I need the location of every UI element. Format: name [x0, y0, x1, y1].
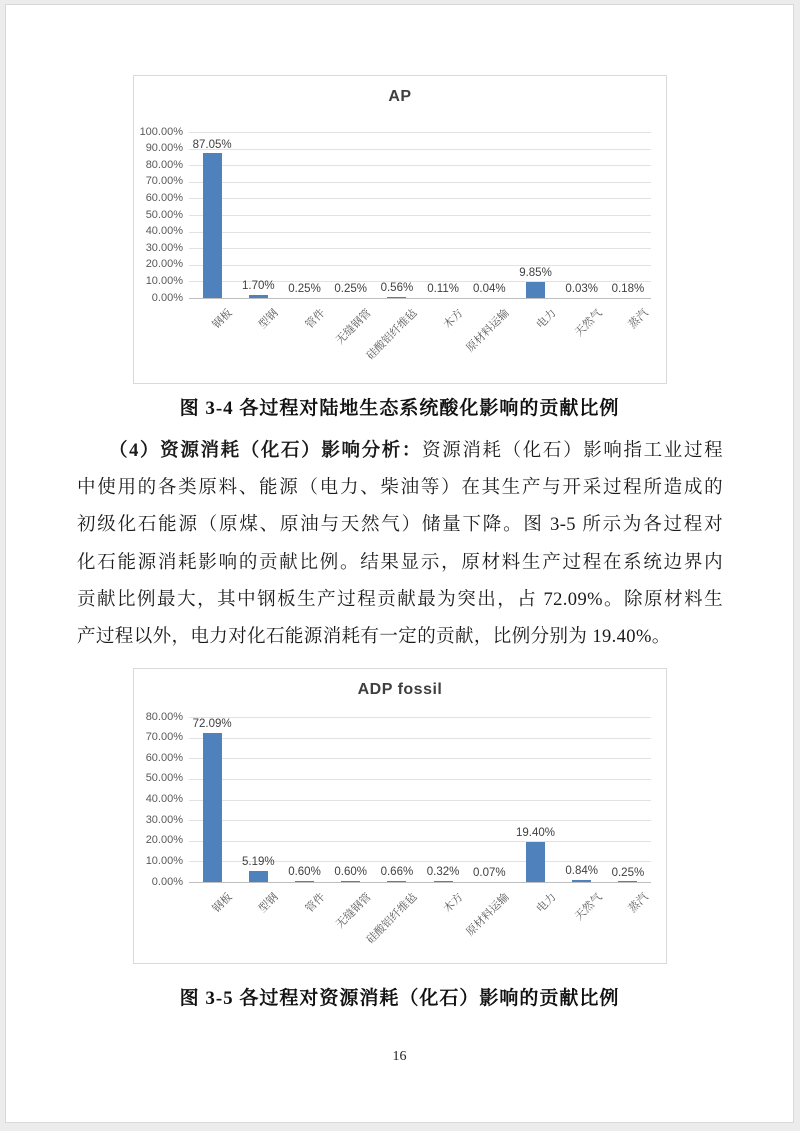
- gridline: [189, 717, 651, 718]
- gridline: [189, 820, 651, 821]
- bar-value-label: 72.09%: [192, 718, 232, 731]
- y-tick-label: 50.00%: [145, 772, 183, 785]
- y-tick-label: 20.00%: [145, 834, 183, 847]
- figure-3-5-caption: 图 3-5 各过程对资源消耗（化石）影响的贡献比例: [179, 988, 620, 1009]
- x-category-label-text: 无缝钢管: [333, 891, 374, 931]
- bar-value-label: 0.56%: [380, 282, 414, 295]
- bar-value-label: 0.32%: [426, 866, 460, 879]
- bar-value-label: 0.25%: [334, 282, 367, 295]
- bar-value-label: 0.11%: [427, 282, 459, 295]
- bar-value-label: 0.07%: [472, 866, 506, 879]
- x-category-label-text: 型钢: [256, 891, 281, 916]
- paragraph-bold-run: （4）资源消耗（化石）影响分析：: [109, 441, 423, 461]
- y-tick-label: 90.00%: [145, 142, 183, 155]
- adp-fossil-chart: [133, 668, 667, 964]
- gridline: [189, 265, 651, 266]
- bar-value-label: 1.70%: [241, 280, 275, 293]
- x-category-label-text: 管件: [303, 891, 328, 916]
- bar: [434, 881, 453, 882]
- y-tick-label: 30.00%: [145, 813, 183, 826]
- gridline: [189, 198, 651, 199]
- x-category-label-text: 蒸汽: [626, 307, 651, 332]
- bar-value-label: 0.25%: [611, 866, 645, 879]
- y-tick-label: 0.00%: [151, 875, 183, 888]
- bar-value-label: 9.85%: [519, 266, 552, 279]
- y-tick-label: 60.00%: [145, 191, 183, 204]
- x-category-label-text: 木方: [441, 891, 466, 916]
- bar-value-label: 5.19%: [241, 856, 275, 869]
- bar-value-label: 87.05%: [192, 138, 232, 151]
- x-category-label-text: 钢板: [210, 307, 235, 332]
- gridline: [189, 232, 651, 233]
- ap-chart: [133, 75, 667, 384]
- paragraph-line: 贡献比例最大，其中钢板生产过程贡献最为突出，占 72.09%。除原材料生: [77, 589, 723, 610]
- y-tick-label: 40.00%: [145, 793, 183, 805]
- page-number: 16: [392, 1049, 407, 1064]
- y-tick-label: 30.00%: [145, 241, 183, 254]
- bar: [387, 297, 406, 298]
- bar: [295, 881, 314, 882]
- y-tick-label: 20.00%: [145, 258, 183, 271]
- ap-chart-title: AP: [388, 88, 412, 105]
- y-tick-label: 70.00%: [145, 175, 183, 188]
- bar: [618, 881, 637, 882]
- gridline: [189, 215, 651, 216]
- gridline: [189, 165, 651, 166]
- paragraph-line: 中使用的各类原料、能源（电力、柴油等）在其生产与开采过程所造成的: [77, 478, 723, 499]
- bar-value-label: 0.25%: [288, 282, 321, 295]
- bar: [572, 880, 591, 882]
- gridline: [189, 248, 651, 249]
- x-category-label-text: 蒸汽: [626, 891, 651, 916]
- paragraph-line: 化石能源消耗影响的贡献比例。结果显示，原材料生产过程在系统边界内: [77, 552, 723, 573]
- x-category-label-text: 硅酸铝纤维毡: [364, 891, 420, 947]
- bar-value-label: 0.03%: [565, 283, 598, 295]
- y-tick-label: 10.00%: [145, 274, 183, 287]
- gridline: [189, 800, 651, 801]
- y-tick-label: 50.00%: [145, 208, 183, 221]
- x-category-label-text: 木方: [441, 307, 466, 332]
- paragraph-line: 产过程以外，电力对化石能源消耗有一定的贡献，比例分别为 19.40%。: [77, 626, 671, 647]
- gridline: [189, 132, 651, 133]
- x-category-label-text: 天然气: [572, 307, 605, 339]
- bar: [203, 153, 222, 298]
- paragraph-line: （4）资源消耗（化石）影响分析：资源消耗（化石）影响指工业过程: [109, 441, 723, 461]
- gridline: [189, 738, 651, 739]
- y-tick-label: 10.00%: [145, 854, 183, 867]
- x-category-label-text: 天然气: [572, 891, 605, 923]
- y-tick-label: 70.00%: [145, 731, 183, 744]
- gridline: [189, 149, 651, 150]
- gridline: [189, 182, 651, 183]
- y-tick-label: 0.00%: [151, 291, 183, 304]
- bar-value-label: 0.66%: [380, 865, 414, 878]
- y-tick-label: 100.00%: [139, 125, 183, 138]
- y-tick-label: 60.00%: [145, 751, 183, 764]
- adp-fossil-chart-title: ADP fossil: [357, 681, 443, 698]
- x-category-label-text: 电力: [534, 307, 559, 332]
- document-page: [5, 4, 794, 1123]
- bar-value-label: 0.60%: [288, 865, 321, 878]
- x-category-label-text: 钢板: [210, 891, 235, 916]
- x-category-label-text: 电力: [534, 891, 559, 916]
- paragraph-line: 初级化石能源（原煤、原油与天然气）储量下降。图 3-5 所示为各过程对: [77, 515, 723, 536]
- figure-3-4-caption: 图 3-4 各过程对陆地生态系统酸化影响的贡献比例: [179, 398, 620, 419]
- x-category-label-text: 无缝钢管: [333, 307, 374, 347]
- x-category-label-text: 管件: [303, 307, 328, 332]
- x-axis-line: [189, 298, 651, 299]
- x-category-label-text: 硅酸铝纤维毡: [364, 307, 420, 363]
- y-tick-label: 80.00%: [145, 158, 183, 171]
- bar-value-label: 0.60%: [334, 865, 367, 878]
- bar-value-label: 0.18%: [611, 282, 645, 295]
- bar-value-label: 19.40%: [515, 827, 555, 839]
- bar-value-label: 0.04%: [472, 282, 506, 295]
- bar-value-label: 0.84%: [565, 865, 598, 878]
- body-paragraph: [77, 433, 723, 656]
- gridline: [189, 779, 651, 780]
- y-tick-label: 80.00%: [145, 710, 183, 723]
- gridline: [189, 758, 651, 759]
- x-category-label-text: 型钢: [256, 307, 281, 332]
- bar: [341, 881, 360, 882]
- x-category-label-text: 原材料运输: [464, 891, 512, 939]
- bar: [387, 881, 406, 882]
- x-axis-line: [189, 882, 651, 883]
- gridline: [189, 841, 651, 842]
- x-category-label-text: 原材料运输: [464, 307, 512, 355]
- y-tick-label: 40.00%: [145, 225, 183, 238]
